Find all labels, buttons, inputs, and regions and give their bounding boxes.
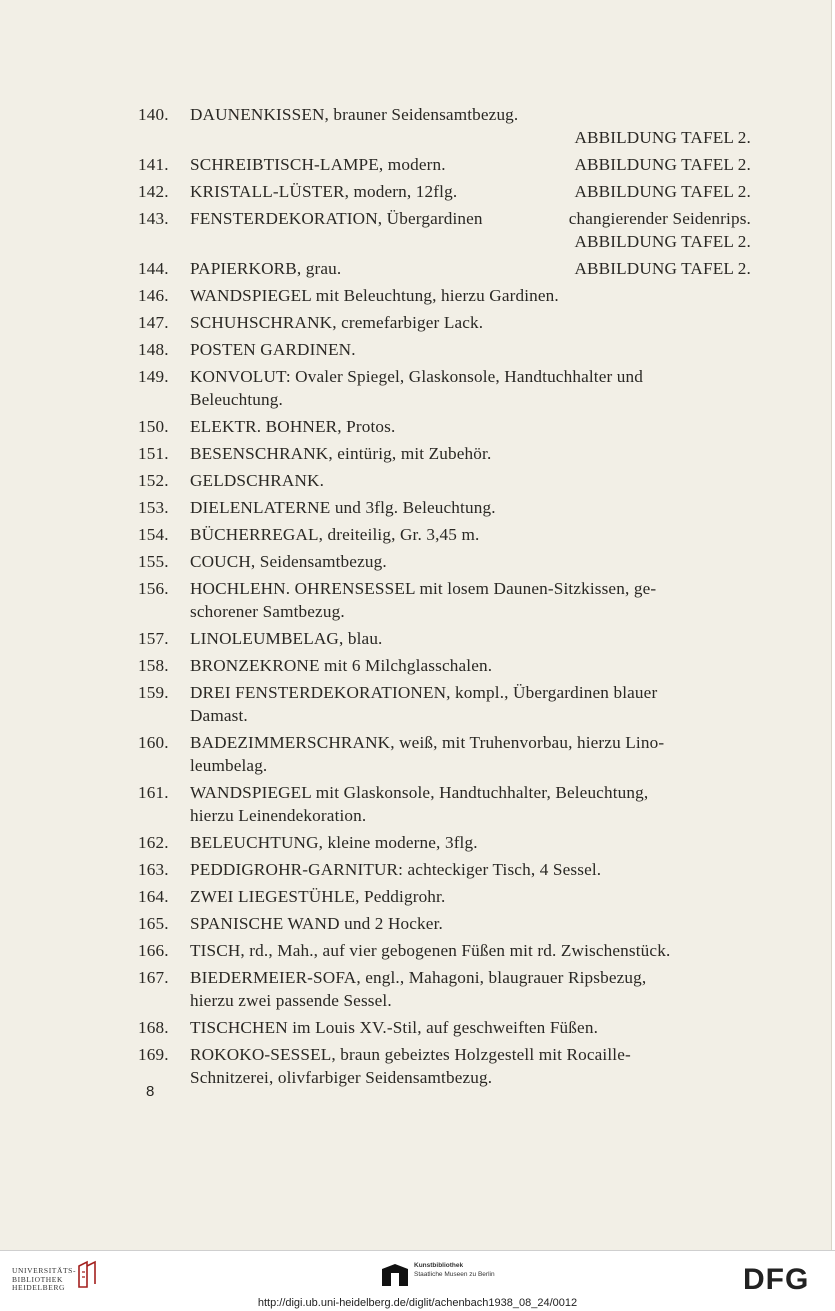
entry-number: 163. — [138, 860, 169, 879]
entry-number: 165. — [138, 914, 169, 933]
catalog-entry — [138, 496, 751, 519]
entry-line: DAUNENKISSEN, brauner Seidensamtbezug. — [190, 105, 519, 124]
entry-annotation: ABBILDUNG TAFEL 2. — [574, 259, 751, 278]
kb-subtitle: Staatliche Museen zu Berlin — [414, 1271, 495, 1278]
catalog-entry — [138, 577, 751, 623]
entry-text — [190, 365, 751, 411]
entry-line: BADEZIMMERSCHRANK, weiß, mit Truhenvorbau, hierzu Lino- — [190, 733, 665, 752]
entry-line: ROKOKO-SESSEL, braun gebeiztes Holzgestell mit Rocaille- — [190, 1045, 631, 1064]
entry-line: schorener Samtbezug. — [190, 602, 345, 621]
entry-text — [190, 338, 751, 361]
university-line: BIBLIOTHEK — [12, 1274, 63, 1284]
entry-text — [190, 966, 751, 1012]
entry-text — [190, 415, 751, 438]
entry-number: 153. — [138, 498, 169, 517]
catalog-entry — [138, 415, 751, 438]
entry-number: 143. — [138, 209, 169, 228]
entry-text — [190, 781, 751, 827]
catalog-entry — [138, 153, 751, 176]
entry-number: 155. — [138, 552, 169, 571]
entry-line: BESENSCHRANK, eintürig, mit Zubehör. — [190, 444, 492, 463]
entry-text — [190, 103, 751, 149]
entry-line: BÜCHERREGAL, dreiteilig, Gr. 3,45 m. — [190, 525, 480, 544]
entry-line: Damast. — [190, 706, 248, 725]
entry-number: 169. — [138, 1045, 169, 1064]
entry-number: 167. — [138, 968, 169, 987]
entry-number: 149. — [138, 367, 169, 386]
catalog-entry — [138, 469, 751, 492]
entry-line: hierzu zwei passende Sessel. — [190, 991, 392, 1010]
entry-number: 158. — [138, 656, 169, 675]
footer-bar — [0, 1250, 835, 1311]
entry-line: PEDDIGROHR-GARNITUR: achteckiger Tisch, 4 Sessel. — [190, 860, 602, 879]
entry-text — [190, 858, 751, 881]
entry-line: TISCHCHEN im Louis XV.-Stil, auf geschweiften Füßen. — [190, 1018, 599, 1037]
entry-line: LINOLEUMBELAG, blau. — [190, 629, 383, 648]
entry-text — [190, 681, 751, 727]
catalog-entry — [138, 257, 751, 280]
entry-number: 144. — [138, 259, 169, 278]
entry-text — [190, 311, 751, 334]
entry-line: DREI FENSTERDEKORATIONEN, kompl., Übergardinen blauer — [190, 683, 658, 702]
entry-description: KRISTALL-LÜSTER, modern, 12flg. — [190, 182, 458, 201]
kunstbibliothek-label — [414, 1261, 495, 1279]
kunstbibliothek-logo-icon — [382, 1264, 408, 1286]
entry-text — [190, 207, 751, 253]
entry-number: 156. — [138, 579, 169, 598]
entry-number: 150. — [138, 417, 169, 436]
entry-text — [190, 831, 751, 854]
entry-annotation: ABBILDUNG TAFEL 2. — [574, 155, 751, 174]
entry-line: leumbelag. — [190, 756, 268, 775]
entry-annotation: changierender Seidenrips. — [568, 209, 751, 228]
entry-number: 147. — [138, 313, 169, 332]
entry-line: POSTEN GARDINEN. — [190, 340, 356, 359]
catalog-entry — [138, 939, 751, 962]
catalog-entry — [138, 781, 751, 827]
entry-line: SPANISCHE WAND und 2 Hocker. — [190, 914, 443, 933]
entry-text — [190, 469, 751, 492]
entry-line: ELEKTR. BOHNER, Protos. — [190, 417, 396, 436]
entry-line: BRONZEKRONE mit 6 Milchglasschalen. — [190, 656, 493, 675]
kb-title: Kunstbibliothek — [414, 1262, 464, 1269]
entry-description: FENSTERDEKORATION, Übergardinen — [190, 209, 483, 228]
entry-text — [190, 627, 751, 650]
catalog-entry — [138, 207, 751, 253]
catalog-entry — [138, 523, 751, 546]
catalog-entry — [138, 858, 751, 881]
entry-line: BELEUCHTUNG, kleine moderne, 3flg. — [190, 833, 478, 852]
catalog-entry — [138, 442, 751, 465]
entry-number: 164. — [138, 887, 169, 906]
entry-line — [190, 153, 751, 176]
university-line: HEIDELBERG — [12, 1283, 66, 1292]
entry-text — [190, 153, 751, 176]
entry-line: Beleuchtung. — [190, 390, 283, 409]
entry-line: GELDSCHRANK. — [190, 471, 325, 490]
entry-line: COUCH, Seidensamtbezug. — [190, 552, 387, 571]
entry-line: KONVOLUT: Ovaler Spiegel, Glaskonsole, Handtuchhalter und — [190, 367, 644, 386]
catalog-entry — [138, 103, 751, 149]
entry-text — [190, 180, 751, 203]
entry-text — [190, 731, 751, 777]
entry-line — [190, 180, 751, 203]
catalog-entry — [138, 550, 751, 573]
permalink-url[interactable]: http://digi.ub.uni-heidelberg.de/diglit/achenbach1938_08_24/0012 — [257, 1297, 578, 1309]
entry-number: 161. — [138, 783, 169, 802]
entry-text — [190, 654, 751, 677]
catalog-entry — [138, 681, 751, 727]
catalog-entry — [138, 831, 751, 854]
entry-line: WANDSPIEGEL mit Glaskonsole, Handtuchhalter, Beleuchtung, — [190, 783, 649, 802]
catalog-entry — [138, 1043, 751, 1089]
entry-number: 146. — [138, 286, 169, 305]
entry-annotation: ABBILDUNG TAFEL 2. — [574, 182, 751, 201]
catalog-entry — [138, 627, 751, 650]
entry-number: 168. — [138, 1018, 169, 1037]
entry-line: HOCHLEHN. OHRENSESSEL mit losem Daunen-Sitzkissen, ge- — [190, 579, 657, 598]
entry-text — [190, 442, 751, 465]
catalog-entry — [138, 311, 751, 334]
catalog-entry — [138, 885, 751, 908]
catalog-entry — [138, 284, 751, 307]
entry-text — [190, 284, 751, 307]
entry-text — [190, 1043, 751, 1089]
entry-text — [190, 577, 751, 623]
university-library-label — [12, 1267, 76, 1293]
catalog-entry — [138, 912, 751, 935]
university-logo-icon — [76, 1260, 98, 1290]
page-number: 8 — [146, 1083, 155, 1100]
entry-line: ZWEI LIEGESTÜHLE, Peddigrohr. — [190, 887, 446, 906]
entry-annotation: ABBILDUNG TAFEL 2. — [574, 128, 751, 147]
entry-line: TISCH, rd., Mah., auf vier gebogenen Füßen mit rd. Zwischenstück. — [190, 941, 671, 960]
catalog-entry — [138, 966, 751, 1012]
entry-number: 166. — [138, 941, 169, 960]
entry-annotation: ABBILDUNG TAFEL 2. — [574, 232, 751, 251]
catalog-entry-list — [138, 103, 751, 1089]
catalog-entry — [138, 1016, 751, 1039]
entry-number: 152. — [138, 471, 169, 490]
catalog-entry — [138, 338, 751, 361]
entry-number: 162. — [138, 833, 169, 852]
entry-number: 151. — [138, 444, 169, 463]
catalog-entry — [138, 731, 751, 777]
entry-line: SCHUHSCHRANK, cremefarbiger Lack. — [190, 313, 484, 332]
entry-description: SCHREIBTISCH-LAMPE, modern. — [190, 155, 446, 174]
entry-number: 160. — [138, 733, 169, 752]
entry-number: 148. — [138, 340, 169, 359]
entry-text — [190, 912, 751, 935]
entry-line: WANDSPIEGEL mit Beleuchtung, hierzu Gardinen. — [190, 286, 559, 305]
entry-line: BIEDERMEIER-SOFA, engl., Mahagoni, blaugrauer Ripsbezug, — [190, 968, 647, 987]
entry-number: 154. — [138, 525, 169, 544]
entry-text — [190, 885, 751, 908]
entry-number: 140. — [138, 105, 169, 124]
catalog-entry — [138, 654, 751, 677]
entry-line — [190, 257, 751, 280]
entry-number: 159. — [138, 683, 169, 702]
entry-text — [190, 1016, 751, 1039]
entry-text — [190, 550, 751, 573]
entry-line: hierzu Leinendekoration. — [190, 806, 367, 825]
entry-line: DIELENLATERNE und 3flg. Beleuchtung. — [190, 498, 496, 517]
entry-line: Schnitzerei, olivfarbiger Seidensamtbezug. — [190, 1068, 493, 1087]
entry-text — [190, 523, 751, 546]
catalog-entry — [138, 180, 751, 203]
entry-line — [190, 207, 751, 230]
catalog-entry — [138, 365, 751, 411]
entry-text — [190, 939, 751, 962]
entry-text — [190, 257, 751, 280]
university-line: UNIVERSITÄTS- — [12, 1266, 77, 1275]
entry-text — [190, 496, 751, 519]
entry-number: 142. — [138, 182, 169, 201]
entry-number: 157. — [138, 629, 169, 648]
entry-number: 141. — [138, 155, 169, 174]
entry-description: PAPIERKORB, grau. — [190, 259, 342, 278]
dfg-logo: DFG — [743, 1263, 810, 1296]
